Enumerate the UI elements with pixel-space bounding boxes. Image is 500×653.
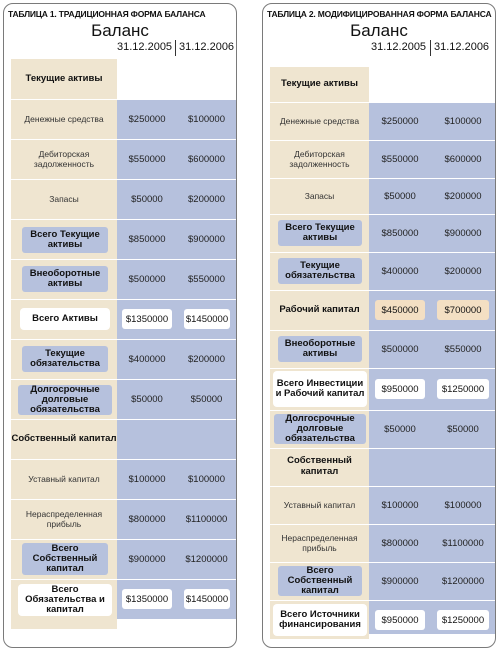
value-2006: $50000 <box>190 393 223 405</box>
section-label-equity: Собственный капитал <box>287 455 352 477</box>
row-label-current-liabilities: Текущие обязательства <box>22 346 108 372</box>
row-label-current-liabilities: Текущие обязательства <box>278 258 362 284</box>
value-2005: $100000 <box>128 473 166 485</box>
value-2006: $100000 <box>188 473 225 485</box>
date-column-2: 31.12.2006 <box>179 41 235 53</box>
value-2005: $250000 <box>381 115 419 127</box>
value-2006: $1200000 <box>441 575 485 587</box>
row-label-total-financing-sources: Всего Источники финансирования <box>273 604 367 636</box>
value-2005: $50000 <box>131 193 163 205</box>
value-2005: $100000 <box>381 499 419 511</box>
table-caption: ТАБЛИЦА 2. МОДИФИЦИРОВАННАЯ ФОРМА БАЛАНСА <box>267 9 492 19</box>
value-2006: $100000 <box>444 115 482 127</box>
row-label-retained-earnings: Нераспределенная прибыль <box>281 532 358 553</box>
value-2005: $950000 <box>375 610 425 630</box>
value-2005: $250000 <box>128 113 166 125</box>
row-label-total-current-assets: Всего Текущие активы <box>278 220 362 246</box>
value-2005: $800000 <box>128 513 166 525</box>
row-label-long-term-debt: Долгосрочные долговые обязательства <box>274 414 366 444</box>
row-label-total-equity: Всего Собственный капитал <box>278 566 362 596</box>
table-caption: ТАБЛИЦА 1. ТРАДИЦИОННАЯ ФОРМА БАЛАНСА <box>8 9 206 19</box>
value-2005: $500000 <box>128 273 166 285</box>
value-2006: $1450000 <box>184 309 230 329</box>
date-divider <box>430 40 431 56</box>
value-2006: $1200000 <box>185 553 228 565</box>
value-2006: $600000 <box>188 153 225 165</box>
value-2005: $1350000 <box>122 309 172 329</box>
value-2006: $100000 <box>188 113 225 125</box>
value-2005: $50000 <box>384 190 416 202</box>
value-2006: $200000 <box>188 193 225 205</box>
value-2005: $850000 <box>381 227 419 239</box>
row-label-working-capital: Рабочий капитал <box>279 303 360 315</box>
balance-title: Баланс <box>350 21 408 40</box>
value-2006: $550000 <box>188 273 225 285</box>
value-2006: $1100000 <box>185 513 228 525</box>
row-label-long-term-debt: Долгосрочные долговые обязательства <box>18 385 112 415</box>
value-2006: $600000 <box>444 153 482 165</box>
value-2006: $100000 <box>444 499 482 511</box>
section-label-current-assets: Текущие активы <box>25 72 103 84</box>
value-2005: $400000 <box>381 265 419 277</box>
value-2005: $450000 <box>375 300 425 320</box>
row-label-noncurrent-assets: Внеоборотные активы <box>278 336 362 362</box>
section-label-equity: Собственный капитал <box>11 432 117 444</box>
value-2005: $1350000 <box>122 589 172 609</box>
value-2006: $200000 <box>444 190 482 202</box>
value-2006: $550000 <box>444 343 482 355</box>
balance-title: Баланс <box>91 21 149 40</box>
value-2005: $50000 <box>384 423 416 435</box>
row-label-total-investment-working-capital: Всего Инвестиции и Рабочий капитал <box>273 371 367 407</box>
value-2005: $800000 <box>381 537 419 549</box>
value-2005: $850000 <box>128 233 166 245</box>
date-column-1: 31.12.2005 <box>371 41 427 53</box>
value-2006: $200000 <box>444 265 482 277</box>
row-label-authorized-capital: Уставный капитал <box>28 473 100 484</box>
row-label-receivables: Дебиторская задолженность <box>289 148 350 169</box>
row-label-total-assets: Всего Активы <box>20 308 110 330</box>
value-2005: $500000 <box>381 343 419 355</box>
value-2006: $900000 <box>188 233 225 245</box>
value-2005: $900000 <box>381 575 419 587</box>
row-label-receivables: Дебиторская задолженность <box>33 148 95 169</box>
value-2006: $50000 <box>447 423 479 435</box>
row-label-total-current-assets: Всего Текущие активы <box>22 227 108 253</box>
balance-table-traditional <box>3 3 237 648</box>
value-2006: $1250000 <box>437 610 489 630</box>
row-label-cash: Денежные средства <box>279 115 360 126</box>
value-2005: $550000 <box>128 153 166 165</box>
date-divider <box>175 40 176 56</box>
row-label-inventory: Запасы <box>304 190 335 201</box>
row-label-retained-earnings: Нераспределенная прибыль <box>25 508 103 529</box>
row-label-total-liabilities-equity: Всего Обязательства и капитал <box>18 584 112 616</box>
value-2005: $900000 <box>128 553 166 565</box>
date-column-1: 31.12.2005 <box>117 41 173 53</box>
row-label-inventory: Запасы <box>49 193 79 204</box>
value-2006: $1250000 <box>437 379 489 399</box>
row-label-noncurrent-assets: Внеоборотные активы <box>22 266 108 292</box>
section-label-current-assets: Текущие активы <box>281 78 358 90</box>
value-2006: $200000 <box>188 353 225 365</box>
row-label-authorized-capital: Уставный капитал <box>283 499 356 510</box>
value-2006: $900000 <box>444 227 482 239</box>
value-2006: $1450000 <box>184 589 230 609</box>
value-2005: $400000 <box>128 353 166 365</box>
value-2005: $950000 <box>375 379 425 399</box>
row-label-cash: Денежные средства <box>24 113 104 124</box>
value-2005: $50000 <box>131 393 163 405</box>
balance-table-modified <box>262 3 496 648</box>
date-column-2: 31.12.2006 <box>434 41 490 53</box>
row-label-total-equity: Всего Собственный капитал <box>22 543 108 575</box>
value-2006: $1100000 <box>442 537 484 549</box>
value-2006: $700000 <box>437 300 489 320</box>
value-2005: $550000 <box>381 153 419 165</box>
